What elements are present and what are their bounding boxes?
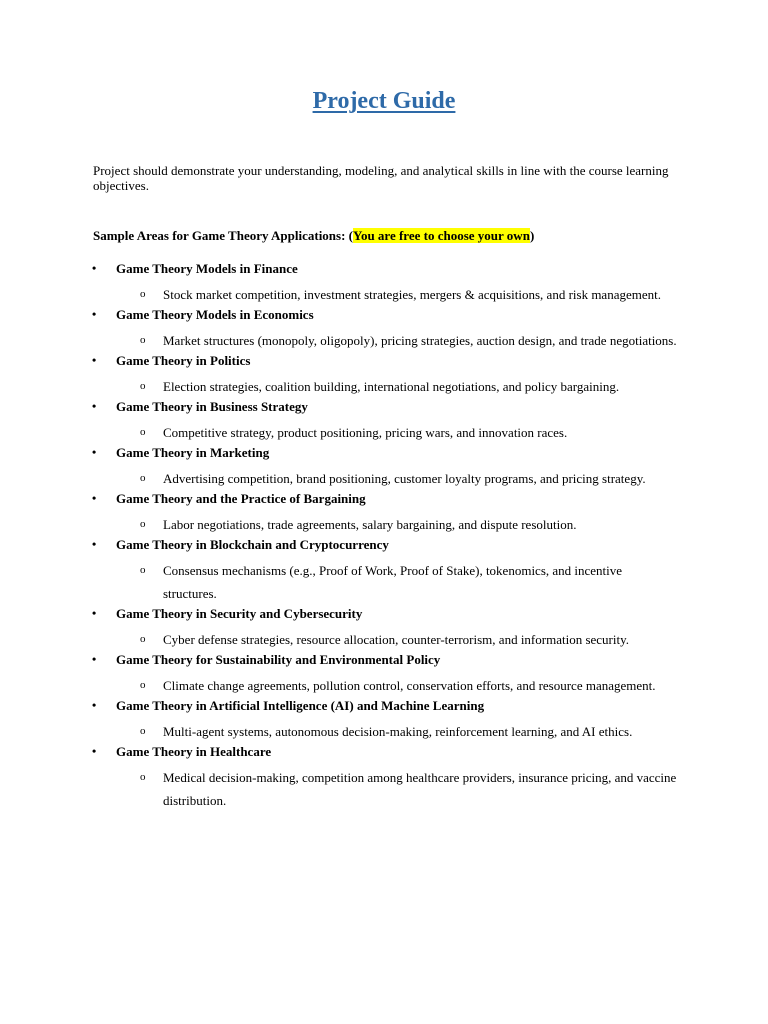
circle-bullet-icon: o bbox=[140, 426, 146, 438]
bullet-icon: • bbox=[92, 606, 97, 620]
bullet-icon: • bbox=[92, 399, 97, 413]
circle-bullet-icon: o bbox=[140, 633, 146, 645]
topic-detail-text: Medical decision-making, competition among healthcare providers, insurance pricing, and vaccine distribution. bbox=[163, 770, 677, 808]
bullet-icon: • bbox=[92, 261, 97, 275]
circle-bullet-icon: o bbox=[140, 725, 146, 737]
topic-label: Game Theory for Sustainability and Environmental Policy bbox=[116, 652, 441, 667]
circle-bullet-icon: o bbox=[140, 288, 146, 300]
topic-detail-item bbox=[0, 674, 768, 697]
topic-item bbox=[0, 605, 768, 628]
bullet-icon: • bbox=[92, 744, 97, 758]
topic-detail-item bbox=[0, 329, 768, 352]
section-heading-prefix: Sample Areas for Game Theory Applications: ( bbox=[93, 228, 353, 243]
topic-label: Game Theory in Healthcare bbox=[116, 744, 272, 759]
topic-detail-item bbox=[0, 283, 768, 306]
bullet-icon: • bbox=[92, 537, 97, 551]
topic-detail-item bbox=[0, 421, 768, 444]
topic-detail-text: Election strategies, coalition building, international negotiations, and policy bargaining. bbox=[163, 379, 620, 394]
topic-detail-text: Market structures (monopoly, oligopoly), pricing strategies, auction design, and trade negotiations. bbox=[163, 333, 677, 348]
topic-label: Game Theory Models in Finance bbox=[116, 261, 298, 276]
topic-item bbox=[0, 260, 768, 283]
topic-detail-text: Advertising competition, brand positioning, customer loyalty programs, and pricing strategy. bbox=[163, 471, 646, 486]
bullet-icon: • bbox=[92, 652, 97, 666]
topic-item bbox=[0, 444, 768, 467]
topic-item bbox=[0, 651, 768, 674]
topic-label: Game Theory in Business Strategy bbox=[116, 399, 308, 414]
topic-item bbox=[0, 398, 768, 421]
topic-label: Game Theory in Politics bbox=[116, 353, 251, 368]
bullet-icon: • bbox=[92, 491, 97, 505]
topic-label: Game Theory Models in Economics bbox=[116, 307, 314, 322]
topic-detail-text: Labor negotiations, trade agreements, salary bargaining, and dispute resolution. bbox=[163, 517, 577, 532]
bullet-icon: • bbox=[92, 445, 97, 459]
page-title-text: Project Guide bbox=[312, 88, 456, 114]
topic-detail-text: Stock market competition, investment strategies, mergers & acquisitions, and risk management. bbox=[163, 287, 661, 302]
page-title bbox=[0, 86, 768, 116]
topic-label: Game Theory and the Practice of Bargaining bbox=[116, 491, 366, 506]
topic-detail-item bbox=[0, 720, 768, 743]
circle-bullet-icon: o bbox=[140, 380, 146, 392]
circle-bullet-icon: o bbox=[140, 679, 146, 691]
topic-detail-text: Multi-agent systems, autonomous decision-making, reinforcement learning, and AI ethics. bbox=[163, 724, 633, 739]
topic-item bbox=[0, 490, 768, 513]
circle-bullet-icon: o bbox=[140, 518, 146, 530]
topic-detail-text: Competitive strategy, product positioning, pricing wars, and innovation races. bbox=[163, 425, 568, 440]
topic-item bbox=[0, 306, 768, 329]
topic-item bbox=[0, 352, 768, 375]
bullet-icon: • bbox=[92, 353, 97, 367]
section-heading bbox=[93, 228, 534, 244]
topic-detail-text: Cyber defense strategies, resource allocation, counter-terrorism, and information security. bbox=[163, 632, 630, 647]
topic-detail-item bbox=[0, 559, 768, 605]
topic-item bbox=[0, 697, 768, 720]
topic-item bbox=[0, 743, 768, 766]
topic-detail-text: Consensus mechanisms (e.g., Proof of Work, Proof of Stake), tokenomics, and incentive structures. bbox=[163, 563, 623, 601]
topic-label: Game Theory in Blockchain and Cryptocurrency bbox=[116, 537, 389, 552]
bullet-icon: • bbox=[92, 307, 97, 321]
bullet-icon: • bbox=[92, 698, 97, 712]
topic-label: Game Theory in Marketing bbox=[116, 445, 270, 460]
section-heading-highlight: You are free to choose your own bbox=[353, 228, 530, 243]
circle-bullet-icon: o bbox=[140, 334, 146, 346]
topic-label: Game Theory in Security and Cybersecurity bbox=[116, 606, 363, 621]
section-heading-suffix: ) bbox=[529, 228, 535, 243]
topic-detail-item bbox=[0, 766, 768, 812]
topic-list bbox=[0, 260, 768, 812]
topic-detail-item bbox=[0, 467, 768, 490]
circle-bullet-icon: o bbox=[140, 472, 146, 484]
topic-label: Game Theory in Artificial Intelligence (AI) and Machine Learning bbox=[116, 698, 485, 713]
circle-bullet-icon: o bbox=[140, 771, 146, 783]
topic-item bbox=[0, 536, 768, 559]
topic-detail-text: Climate change agreements, pollution control, conservation efforts, and resource management. bbox=[163, 678, 656, 693]
circle-bullet-icon: o bbox=[140, 564, 146, 576]
topic-detail-item bbox=[0, 628, 768, 651]
intro-paragraph: Project should demonstrate your understanding, modeling, and analytical skills in line with the course learning objectives. bbox=[93, 163, 669, 193]
topic-detail-item bbox=[0, 375, 768, 398]
topic-detail-item bbox=[0, 513, 768, 536]
